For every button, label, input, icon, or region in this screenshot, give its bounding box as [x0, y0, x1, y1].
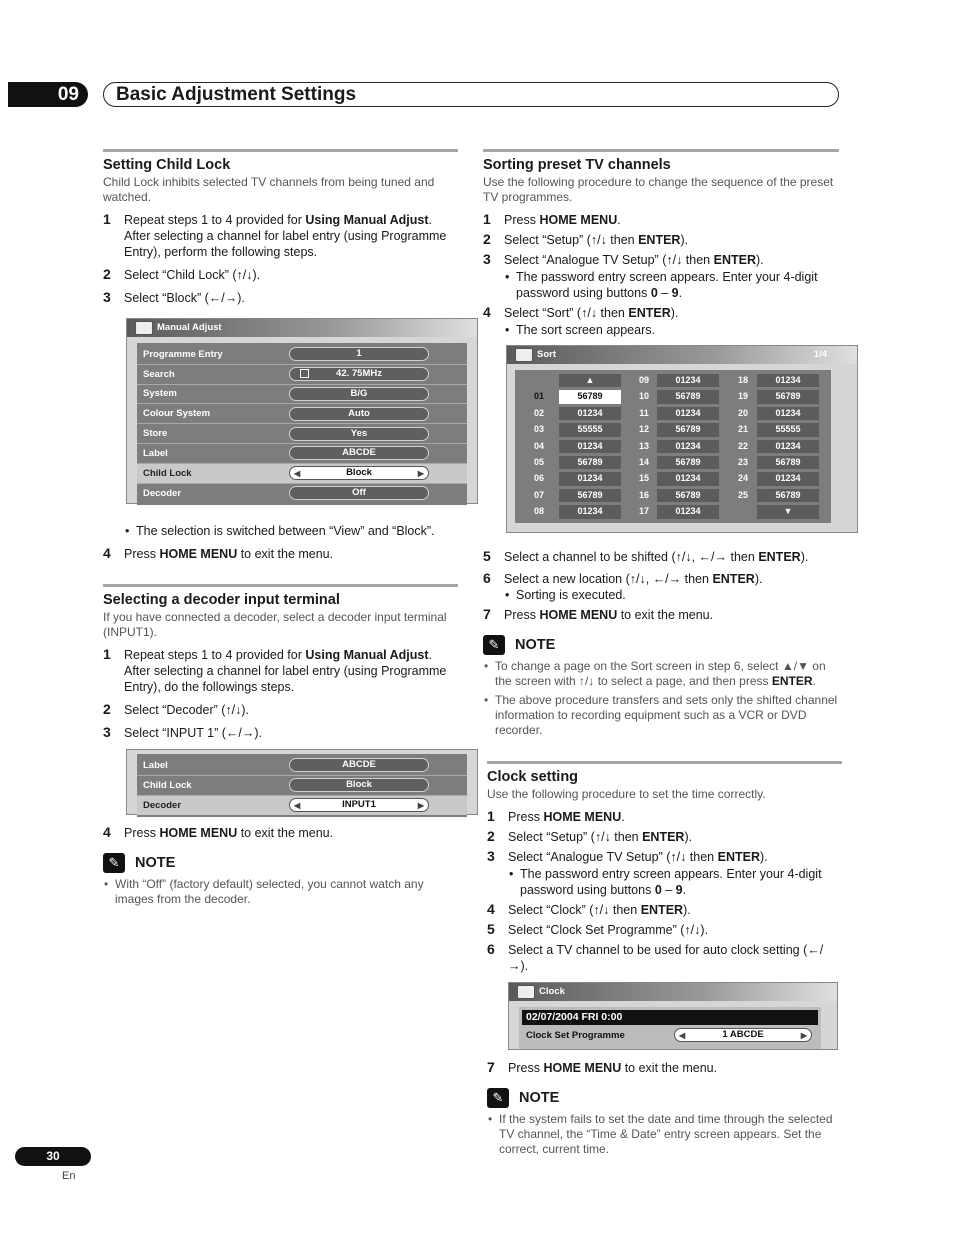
osd-row: [137, 404, 467, 424]
note-label: NOTE: [519, 1090, 560, 1106]
step-text: .: [617, 213, 621, 227]
step-bold: Using Manual Adjust: [305, 213, 429, 227]
step-2: [487, 829, 842, 845]
osd-title: Manual Adjust: [157, 322, 222, 333]
step-bold: HOME MENU: [543, 1061, 622, 1075]
bullet-text: .: [682, 883, 687, 897]
channel-number: 15: [638, 473, 649, 484]
step-bold: Using Manual Adjust: [305, 648, 429, 662]
step-3: [103, 725, 458, 741]
osd-value-text: Block: [346, 467, 372, 479]
osd-value-text: 42. 75MHz: [336, 368, 382, 380]
step-text: to exit the menu.: [237, 826, 334, 840]
osd-value-selector: [289, 798, 429, 812]
step-6: [487, 942, 842, 974]
step-text: Press: [504, 608, 540, 622]
bullet-item: [483, 269, 839, 301]
step-3: [487, 849, 842, 865]
osd-title-bar: [507, 346, 857, 364]
tv-menu-icon: [135, 321, 153, 335]
step-1: [103, 647, 458, 695]
step-2: [483, 232, 839, 248]
bullet-text: The password entry screen appears. Enter your 4-digit password using buttons: [520, 867, 822, 897]
osd-row: [137, 776, 467, 796]
osd-label: Colour System: [143, 408, 211, 420]
note-item: • The above procedure transfers and sets only the shifted channel information to recording equipment such as a VCR or DVD recorder.: [483, 693, 839, 738]
channel-cell[interactable]: 01234: [657, 374, 719, 387]
channel-number: 12: [638, 424, 649, 435]
osd-row: [137, 365, 467, 385]
step-text: ).: [680, 233, 689, 247]
bullet-bold: 0: [654, 883, 662, 897]
osd-row-selected: [137, 796, 467, 816]
osd-label: Label: [143, 447, 168, 459]
step-number: 3: [487, 848, 495, 864]
osd-value: B/G: [289, 387, 429, 401]
step-text: . After selecting a channel for label entry (using Programme Entry), do the followings steps.: [124, 648, 447, 694]
step-text: Press: [124, 547, 160, 561]
channel-cell[interactable]: 56789: [757, 456, 819, 469]
step-4: [103, 825, 458, 841]
step-5: [487, 922, 842, 938]
step-text: ).: [684, 830, 693, 844]
channel-number: 05: [533, 457, 544, 468]
step-text: Select “Clock” (↑/↓ then: [508, 903, 641, 917]
step-text: ).: [670, 306, 679, 320]
step-text: Press: [508, 810, 544, 824]
step-bold: ENTER: [642, 830, 685, 844]
channel-number: 02: [533, 407, 544, 418]
step-number: 2: [103, 266, 111, 282]
right-arrow-icon: ▶: [417, 801, 424, 811]
osd-label: System: [143, 388, 177, 400]
channel-cell[interactable]: 01234: [657, 440, 719, 453]
right-arrow-icon: ▶: [800, 1031, 807, 1040]
step-2: [103, 702, 458, 718]
step-number: 3: [103, 724, 111, 740]
right-arrow-icon: ▶: [417, 469, 424, 479]
note-heading: [483, 635, 839, 655]
osd-label: Programme Entry: [143, 348, 223, 360]
channel-cell[interactable]: 01234: [657, 472, 719, 485]
step-bold: ENTER: [628, 306, 671, 320]
step-number: 1: [103, 646, 111, 662]
step-text: Select “Analogue TV Setup” (↑/↓ then: [508, 850, 718, 864]
note-heading: [487, 1088, 842, 1108]
step-text: Select “Block” (←/→).: [124, 291, 245, 305]
osd-value: Auto: [289, 407, 429, 421]
osd-label: Decoder: [143, 487, 182, 499]
step-3: [103, 290, 458, 306]
note-text: .: [812, 674, 816, 688]
bullet-text: –: [657, 286, 672, 300]
note-item: • If the system fails to set the date and time through the selected TV channel, the “Time & Date” entry screen appears. Set the correct, current time.: [487, 1112, 842, 1157]
right-column: [483, 149, 839, 738]
step-bold: ENTER: [758, 550, 801, 564]
step-number: 4: [487, 901, 495, 917]
left-column: [103, 149, 458, 907]
osd-label: Child Lock: [143, 779, 192, 791]
channel-cell[interactable]: 56789: [657, 489, 719, 502]
step-text: Select “Decoder” (↑/↓).: [124, 703, 250, 717]
channel-cell[interactable]: 01234: [657, 407, 719, 420]
step-text: .: [621, 810, 625, 824]
step-number: 3: [103, 289, 111, 305]
channel-cell[interactable]: 01234: [757, 374, 819, 387]
step-text: Press: [508, 1061, 544, 1075]
page-down-arrow-icon[interactable]: ▼: [757, 505, 819, 518]
step-text: ).: [683, 903, 691, 917]
step-bold: HOME MENU: [539, 213, 618, 227]
note-item: • With “Off” (factory default) selected, you cannot watch any images from the decoder.: [103, 877, 458, 907]
osd-value: 1: [289, 347, 429, 361]
section-title: Setting Child Lock: [103, 157, 231, 173]
sort-grid: [515, 370, 831, 523]
channel-cell[interactable]: 56789: [559, 456, 621, 469]
step-text: ).: [755, 253, 764, 267]
step-number: 1: [103, 211, 111, 227]
step-2: [103, 267, 458, 283]
osd-label: Decoder: [143, 799, 182, 811]
decoder-screen: [126, 749, 478, 815]
page-up-arrow-icon[interactable]: ▲: [559, 374, 621, 387]
bullet-text: –: [661, 883, 676, 897]
step-3: [483, 252, 839, 268]
chapter-number: 09: [8, 82, 88, 107]
section-intro: Use the following procedure to set the time correctly.: [487, 787, 766, 801]
bullet-item: • The sort screen appears.: [483, 322, 839, 338]
step-number: 2: [103, 701, 111, 717]
step-text: Select a TV channel to be used for auto clock setting (←/→).: [508, 943, 824, 973]
section-title: Clock setting: [487, 769, 579, 785]
left-arrow-icon: ◀: [294, 469, 301, 479]
step-7: [483, 607, 839, 623]
channel-cell[interactable]: 56789: [657, 423, 719, 436]
osd-value: ABCDE: [289, 758, 429, 772]
step-number: 1: [487, 808, 495, 824]
section-intro: Use the following procedure to change the sequence of the preset TV programmes.: [483, 175, 834, 204]
step-text: to exit the menu.: [617, 608, 714, 622]
channel-cell[interactable]: 01234: [559, 440, 621, 453]
bullet-item: [487, 866, 842, 898]
channel-cell[interactable]: 01234: [757, 472, 819, 485]
grid-blank: [729, 505, 757, 518]
pencil-icon: ✎: [103, 853, 125, 873]
section-intro: Child Lock inhibits selected TV channels from being tuned and watched.: [103, 175, 435, 204]
right-column-lower: [487, 761, 842, 1157]
section-intro: If you have connected a decoder, select a decoder input terminal (INPUT1).: [103, 610, 447, 639]
step-text: to exit the menu.: [621, 1061, 718, 1075]
channel-number: 09: [638, 375, 649, 385]
osd-row: [137, 424, 467, 444]
channel-number: 01: [533, 391, 544, 402]
osd-value-text: 1 ABCDE: [722, 1029, 764, 1040]
osd-label: Store: [143, 428, 168, 440]
pencil-icon: ✎: [483, 635, 505, 655]
channel-cell[interactable]: 01234: [757, 440, 819, 453]
channel-number: 07: [533, 489, 544, 500]
clock-screen: [508, 982, 838, 1050]
channel-cell[interactable]: 01234: [559, 472, 621, 485]
step-bold: HOME MENU: [539, 608, 618, 622]
section-child-lock: [103, 149, 458, 562]
bullet-item: • Sorting is executed.: [483, 587, 839, 603]
section-title: Sorting preset TV channels: [483, 157, 671, 173]
note-heading: [103, 853, 458, 873]
osd-row: [137, 444, 467, 464]
osd-title-bar: [127, 319, 477, 337]
osd-label: Child Lock: [143, 467, 192, 479]
step-4: [487, 902, 842, 918]
left-arrow-icon: ◀: [294, 801, 301, 811]
step-bold: ENTER: [640, 903, 684, 917]
osd-title-bar: [509, 983, 837, 1001]
osd-title: Clock: [539, 986, 565, 997]
channel-number: 21: [737, 424, 748, 435]
bullet-bold: 9: [675, 883, 683, 897]
step-text: Select “Setup” (↑/↓ then: [508, 830, 643, 844]
osd-row-selected: [137, 464, 467, 484]
note-text: To change a page on the Sort screen in step 6, select ▲/▼ on the screen with ↑/↓ to select a page, and then press: [495, 659, 826, 688]
step-7: [487, 1060, 842, 1076]
bullet-text: .: [678, 286, 683, 300]
section-title: Selecting a decoder input terminal: [103, 592, 340, 608]
osd-value: [289, 367, 429, 381]
channel-number: 14: [638, 457, 649, 468]
channel-number: 08: [533, 506, 544, 517]
osd-value-text: INPUT1: [342, 799, 376, 811]
step-number: 4: [483, 304, 491, 320]
step-number: 4: [103, 545, 111, 561]
bullet-text: The password entry screen appears. Enter your 4-digit password using buttons: [516, 270, 818, 300]
channel-cell[interactable]: 55555: [757, 423, 819, 436]
osd-row: [137, 385, 467, 405]
step-number: 4: [103, 824, 111, 840]
clock-datetime: 02/07/2004 FRI 0:00: [522, 1010, 818, 1025]
osd-row: [137, 484, 467, 504]
osd-label: Label: [143, 759, 168, 771]
channel-cell[interactable]: 01234: [559, 505, 621, 518]
step-1: [103, 212, 458, 260]
step-4: [483, 305, 839, 321]
step-bold: HOME MENU: [543, 810, 622, 824]
channel-cell-selected[interactable]: 56789: [559, 390, 621, 403]
step-bold: HOME MENU: [159, 547, 238, 561]
channel-number: 04: [533, 440, 544, 451]
osd-label: Search: [143, 368, 175, 380]
step-number: 3: [483, 251, 491, 267]
channel-number: 11: [639, 407, 649, 418]
step-4: [103, 546, 458, 562]
step-text: Select “INPUT 1” (←/→).: [124, 726, 262, 740]
antenna-icon: [300, 369, 309, 378]
channel-number: 16: [638, 489, 649, 500]
step-text: Repeat steps 1 to 4 provided for: [124, 648, 306, 662]
step-text: ).: [759, 850, 768, 864]
channel-number: 13: [638, 440, 649, 451]
osd-row: [137, 345, 467, 365]
grid-blank: [519, 374, 559, 387]
manual-adjust-screen: [126, 318, 478, 504]
channel-number: 22: [737, 440, 748, 451]
channel-number: 24: [737, 473, 748, 484]
step-text: Select “Child Lock” (↑/↓).: [124, 268, 261, 282]
step-bold: ENTER: [712, 572, 755, 586]
channel-number: 23: [737, 457, 748, 468]
osd-value-selector: [289, 466, 429, 480]
bullet-bold: 0: [650, 286, 658, 300]
step-text: Select a new location (↑/↓, ←/→ then: [504, 572, 713, 586]
section-decoder: [103, 584, 458, 907]
tv-menu-icon: [515, 348, 533, 362]
step-text: Press: [124, 826, 160, 840]
step-5: [483, 549, 839, 565]
channel-cell[interactable]: 01234: [657, 505, 719, 518]
note-bold: ENTER: [771, 674, 813, 688]
step-1: [483, 212, 839, 228]
step-number: 1: [483, 211, 491, 227]
left-arrow-icon: ◀: [679, 1031, 686, 1040]
pencil-icon: ✎: [487, 1088, 509, 1108]
channel-cell[interactable]: 56789: [657, 456, 719, 469]
osd-label: Clock Set Programme: [526, 1029, 625, 1041]
section-sorting: [483, 149, 839, 738]
page-title: Basic Adjustment Settings: [103, 82, 839, 107]
osd-title: Sort: [537, 349, 556, 360]
channel-cell[interactable]: 55555: [559, 423, 621, 436]
step-text: Repeat steps 1 to 4 provided for: [124, 213, 306, 227]
step-text: Select a channel to be shifted (↑/↓, ←/→ then: [504, 550, 759, 564]
channel-number: 03: [533, 424, 544, 435]
section-clock: [487, 761, 842, 1157]
page-number: 30: [15, 1147, 91, 1166]
channel-number: 10: [638, 391, 649, 402]
bullet-bold: 9: [671, 286, 679, 300]
step-text: Select “Analogue TV Setup” (↑/↓ then: [504, 253, 714, 267]
step-number: 7: [483, 606, 491, 622]
step-text: Select “Setup” (↑/↓ then: [504, 233, 639, 247]
step-number: 5: [487, 921, 495, 937]
osd-row: [137, 756, 467, 776]
channel-cell[interactable]: 56789: [559, 489, 621, 502]
step-bold: ENTER: [713, 253, 756, 267]
sort-screen: [506, 345, 858, 533]
step-1: [487, 809, 842, 825]
note-item: [483, 659, 839, 689]
step-number: 7: [487, 1059, 495, 1075]
step-6: [483, 571, 839, 587]
step-text: to exit the menu.: [237, 547, 334, 561]
osd-value: ABCDE: [289, 446, 429, 460]
osd-value: Yes: [289, 427, 429, 441]
note-label: NOTE: [515, 637, 556, 653]
step-text: Select “Sort” (↑/↓ then: [504, 306, 629, 320]
channel-number: 20: [737, 407, 748, 418]
step-number: 5: [483, 548, 491, 564]
channel-cell[interactable]: 01234: [757, 407, 819, 420]
step-text: . After selecting a channel for label entry (using Programme Entry), perform the following steps.: [124, 213, 447, 259]
osd-row-selected: [522, 1025, 818, 1045]
channel-cell[interactable]: 01234: [559, 407, 621, 420]
step-number: 6: [487, 941, 495, 957]
osd-value-selector: [674, 1028, 812, 1042]
channel-cell[interactable]: 56789: [657, 390, 719, 403]
note-label: NOTE: [135, 855, 176, 871]
step-text: Select “Clock Set Programme” (↑/↓).: [508, 923, 709, 937]
osd-value: Off: [289, 486, 429, 500]
channel-number: 19: [737, 391, 748, 402]
page-indicator: 1/4: [813, 349, 827, 360]
step-text: Press: [504, 213, 540, 227]
channel-number: 17: [638, 506, 649, 517]
step-text: ).: [800, 550, 809, 564]
language-label: En: [62, 1170, 76, 1182]
bullet-item: • The selection is switched between “View” and “Block”.: [103, 523, 458, 539]
channel-number: 25: [737, 489, 748, 500]
step-number: 2: [483, 231, 491, 247]
channel-cell[interactable]: 56789: [757, 390, 819, 403]
step-number: 6: [483, 570, 491, 586]
step-bold: ENTER: [717, 850, 760, 864]
channel-cell[interactable]: 56789: [757, 489, 819, 502]
step-bold: HOME MENU: [159, 826, 238, 840]
step-bold: ENTER: [638, 233, 681, 247]
osd-value: Block: [289, 778, 429, 792]
tv-menu-icon: [517, 985, 535, 999]
step-text: ).: [754, 572, 763, 586]
step-number: 2: [487, 828, 495, 844]
channel-number: 18: [737, 375, 748, 385]
channel-number: 06: [533, 473, 544, 484]
